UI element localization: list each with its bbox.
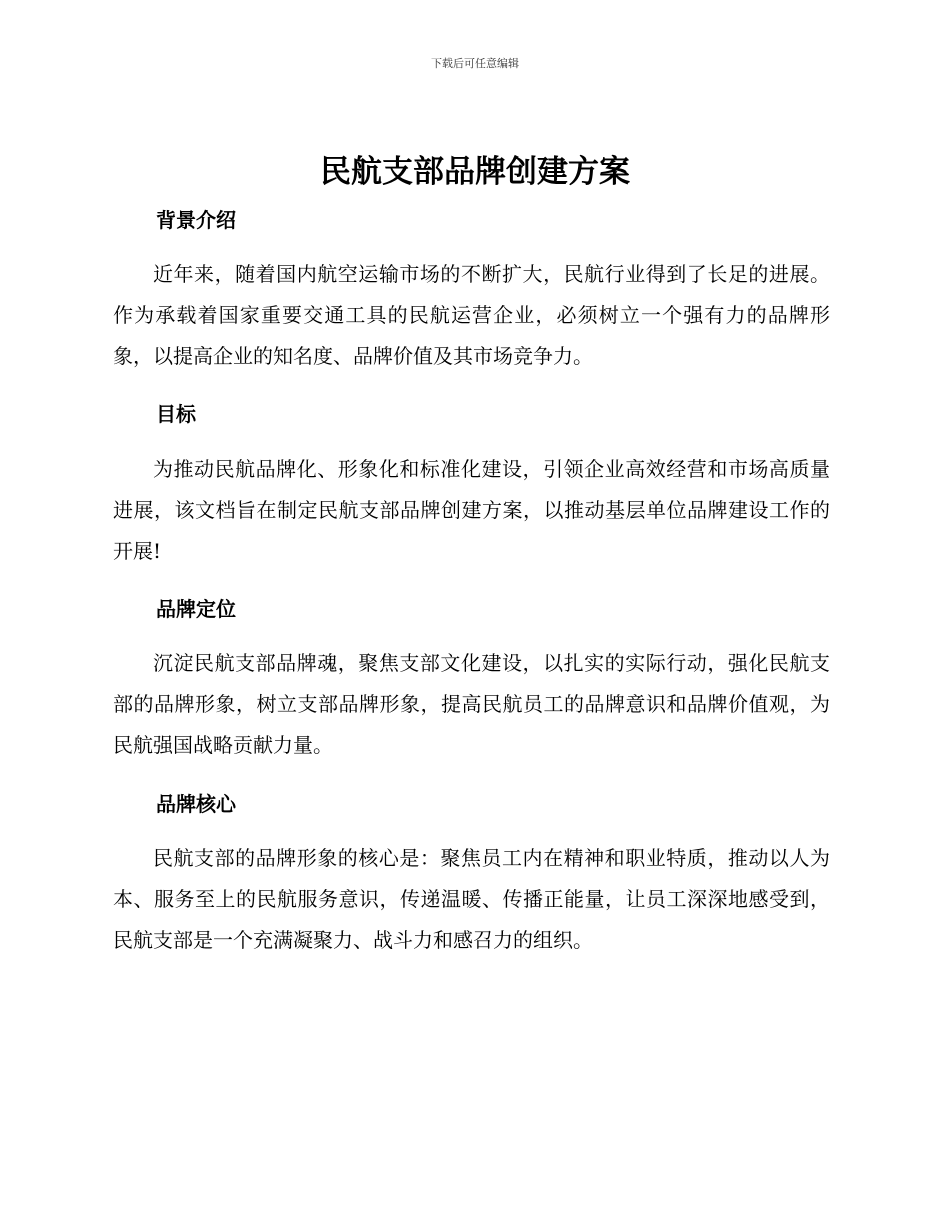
section-heading-brand-core: 品牌核心 [156,792,236,816]
section-heading-brand-positioning: 品牌定位 [156,597,236,621]
section-body-brand-positioning: 沉淀民航支部品牌魂，聚焦支部文化建设，以扎实的实际行动，强化民航支部的品牌形象，树立支部品牌形象，提高民航员工的品牌意识和品牌价值观，为民航强国战略贡献力量。 [113,651,830,757]
section-body-goal: 为推动民航品牌化、形象化和标准化建设，引领企业高效经营和市场高质量进展，该文档旨在制定民航支部品牌创建方案，以推动基层单位品牌建设工作的开展! [113,457,830,563]
section-body-brand-core: 民航支部的品牌形象的核心是：聚焦员工内在精神和职业特质，推动以人为本、服务至上的民航服务意识，传递温暖、传播正能量，让员工深深地感受到，民航支部是一个充满凝聚力、战斗力和感召力的组织。 [113,846,830,952]
section-heading-background: 背景介绍 [156,208,236,232]
page-header-note: 下载后可任意编辑 [431,57,519,70]
document-title: 民航支部品牌创建方案 [320,154,630,190]
section-body-background: 近年来，随着国内航空运输市场的不断扩大，民航行业得到了长足的进展。作为承载着国家重要交通工具的民航运营企业，必须树立一个强有力的品牌形象，以提高企业的知名度、品牌价值及其市场竞争力。 [113,262,830,368]
section-heading-goal: 目标 [156,402,196,426]
